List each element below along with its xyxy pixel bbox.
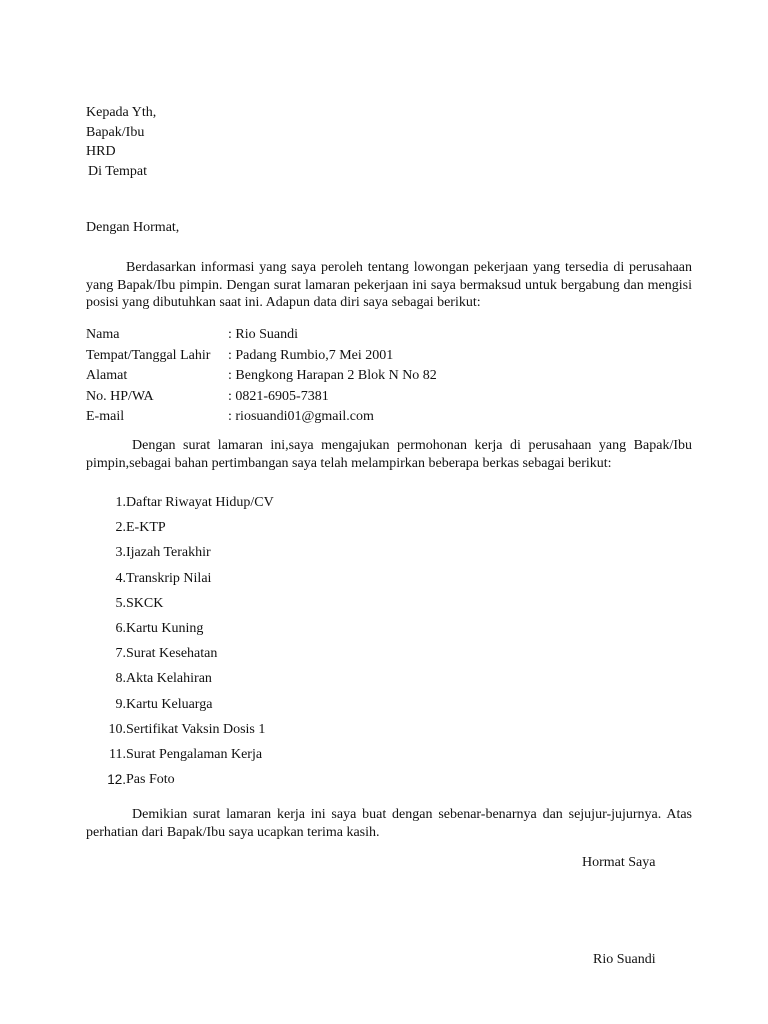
list-number: 7. bbox=[115, 646, 126, 662]
data-value: : Padang Rumbio,7 Mei 2001 bbox=[228, 347, 394, 363]
data-label: Nama bbox=[86, 327, 120, 342]
personal-data-row bbox=[86, 325, 437, 346]
list-text: Surat Pengalaman Kerja bbox=[126, 746, 263, 762]
list-number: 5. bbox=[115, 595, 126, 611]
data-label: No. HP/WA bbox=[86, 388, 154, 404]
list-text: Sertifikat Vaksin Dosis 1 bbox=[126, 721, 266, 737]
list-number: 8. bbox=[115, 671, 126, 687]
list-text: Pas Foto bbox=[126, 772, 175, 788]
list-number: 9. bbox=[115, 696, 126, 712]
list-number: 4. bbox=[115, 570, 126, 586]
list-item bbox=[100, 695, 274, 720]
list-number: 11. bbox=[109, 746, 126, 762]
list-item bbox=[100, 644, 274, 669]
list-item bbox=[100, 518, 274, 543]
data-label: E-mail bbox=[86, 409, 125, 424]
list-item bbox=[100, 569, 274, 594]
salutation: Dengan Hormat, bbox=[86, 220, 180, 235]
list-item bbox=[100, 594, 274, 619]
list-text: Ijazah Terakhir bbox=[126, 545, 211, 561]
signer-name: Rio Suandi bbox=[593, 952, 656, 967]
list-text: Kartu Keluarga bbox=[126, 696, 213, 712]
list-item bbox=[100, 669, 274, 694]
request-paragraph-text: Dengan surat lamaran ini,saya mengajukan permohonan kerja di perusahaan yang Bapak/Ibu pimpin,sebagai bahan pertimbangan saya telah melampirkan beberapa berkas sebagai berikut: bbox=[86, 438, 692, 471]
personal-data-row bbox=[86, 387, 437, 408]
list-text: E-KTP bbox=[126, 520, 166, 536]
list-item bbox=[100, 619, 274, 644]
personal-data-row bbox=[86, 346, 437, 367]
address-line: Kepada Yth, bbox=[86, 105, 157, 120]
personal-data-row bbox=[86, 366, 437, 387]
list-text: Kartu Kuning bbox=[126, 620, 204, 636]
list-number: 3. bbox=[115, 545, 126, 561]
closing-paragraph-text: Demikian surat lamaran kerja ini saya buat dengan sebenar-benarnya dan sejujur-jujurnya. Atas perhatian dari Bapak/Ibu saya ucapkan terima kasih. bbox=[86, 807, 692, 840]
personal-data-row bbox=[86, 407, 437, 428]
data-label: Alamat bbox=[86, 368, 128, 383]
address-line: Di Tempat bbox=[88, 163, 148, 179]
list-number: 2. bbox=[115, 520, 126, 536]
list-item bbox=[100, 493, 274, 518]
address-line: HRD bbox=[86, 144, 116, 159]
request-paragraph bbox=[86, 437, 692, 472]
list-text: Transkrip Nilai bbox=[126, 570, 212, 586]
list-item bbox=[100, 543, 274, 568]
list-number: 12. bbox=[107, 772, 126, 788]
closing-phrase: Hormat Saya bbox=[582, 855, 656, 870]
data-value: : riosuandi01@gmail.com bbox=[228, 409, 374, 424]
list-item bbox=[100, 770, 274, 795]
list-number: 1. bbox=[115, 495, 126, 510]
data-value: : Bengkong Harapan 2 Blok N No 82 bbox=[228, 368, 437, 383]
closing-paragraph bbox=[86, 806, 692, 841]
list-text: SKCK bbox=[126, 595, 164, 611]
list-text: Surat Kesehatan bbox=[126, 646, 218, 662]
personal-data-table bbox=[86, 325, 437, 428]
list-number: 10. bbox=[108, 721, 126, 737]
opening-paragraph-text: Berdasarkan informasi yang saya peroleh tentang lowongan pekerjaan yang tersedia di perusahaan yang Bapak/Ibu pimpin. Dengan surat lamaran pekerjaan ini saya bermaksud untuk bergabung dan mengisi posisi yang dibutuhkan saat ini. Adapun data diri saya sebagai berikut: bbox=[86, 260, 692, 310]
address-line: Bapak/Ibu bbox=[86, 124, 145, 140]
list-item bbox=[100, 745, 274, 770]
list-item bbox=[100, 720, 274, 745]
opening-paragraph bbox=[86, 259, 692, 312]
list-text: Daftar Riwayat Hidup/CV bbox=[126, 495, 274, 510]
data-value: : Rio Suandi bbox=[228, 327, 299, 342]
list-text: Akta Kelahiran bbox=[126, 671, 212, 687]
data-value: : 0821-6905-7381 bbox=[228, 388, 329, 404]
attachment-list bbox=[100, 493, 274, 795]
recipient-address bbox=[86, 103, 156, 181]
list-number: 6. bbox=[115, 620, 126, 636]
data-label: Tempat/Tanggal Lahir bbox=[86, 347, 211, 363]
